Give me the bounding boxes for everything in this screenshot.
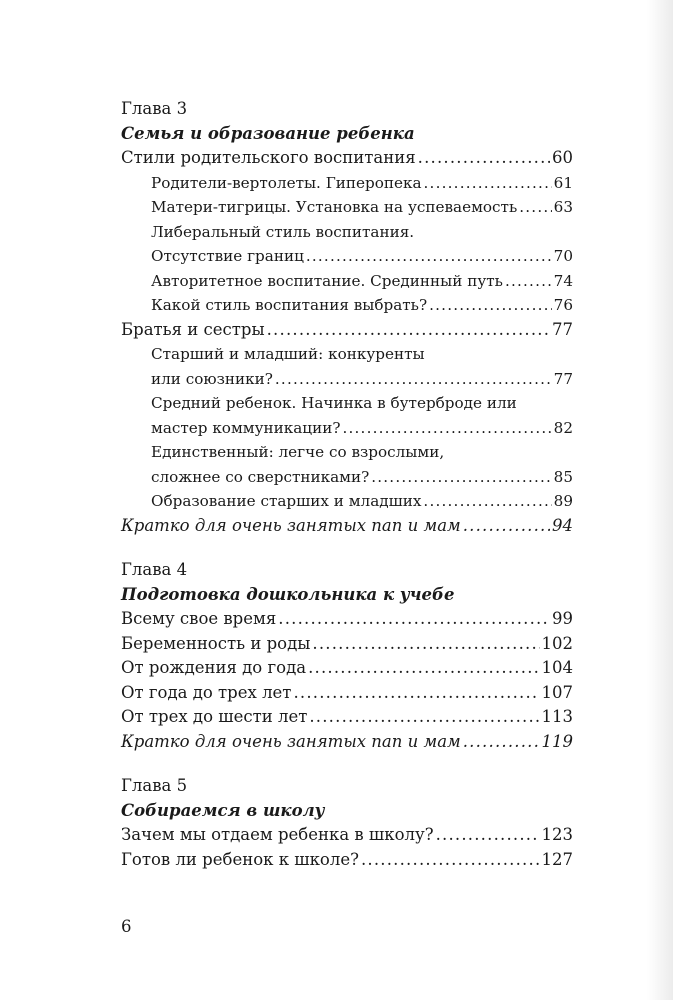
page-ref: 70 (553, 247, 573, 265)
page-ref: 89 (553, 492, 573, 510)
chapter-title: Собираемся в школу (121, 800, 325, 820)
chapter-label: Глава 4 (121, 560, 188, 579)
chapter-3 (121, 97, 573, 538)
chapter-label: Глава 5 (121, 776, 188, 795)
page-ref: 77 (552, 319, 573, 339)
toc-subentry[interactable]: Авторитетное воспитание. Срединный путь ..... 74 (121, 269, 573, 294)
page-ref: 119 (541, 731, 573, 751)
page-ref: 107 (541, 682, 573, 702)
page-number: 6 (121, 917, 132, 936)
page-ref: 104 (541, 658, 573, 677)
page-ref: 99 (552, 609, 573, 628)
page-ref: 123 (541, 825, 573, 844)
toc-subentry[interactable]: Матери-тигрицы. Установка на успеваемость ..... 63 (121, 195, 573, 220)
page-ref: 63 (553, 198, 573, 216)
page-ref: 102 (541, 633, 573, 653)
page-ref: 113 (541, 707, 573, 726)
toc-subentry[interactable]: Образование старших и младших ..... 89 (121, 489, 573, 514)
toc-entry[interactable]: От рождения до года ..... 104 (121, 656, 573, 681)
chapter-label: Глава 3 (121, 99, 188, 118)
toc-entry-summary[interactable]: Кратко для очень занятых пап и мам ..... 94 (121, 514, 573, 539)
toc-subentry[interactable]: Единственный: легче со взрослыми, сложнее со сверстниками? ..... 85 (121, 440, 573, 489)
chapter-title: Семья и образование ребенка (121, 123, 415, 143)
page-ref: 85 (553, 467, 573, 486)
page-ref: 82 (553, 418, 573, 437)
page-ref: 94 (552, 515, 573, 535)
toc-entry-summary[interactable]: Кратко для очень занятых пап и мам ..... 119 (121, 730, 573, 755)
table-of-contents (121, 97, 573, 892)
toc-entry[interactable]: От трех до шести лет ..... 113 (121, 705, 573, 730)
page-ref: 127 (541, 849, 573, 869)
toc-entry[interactable]: Готов ли ребенок к школе? ..... 127 (121, 848, 573, 873)
page-ref: 74 (553, 271, 573, 290)
toc-entry[interactable]: От года до трех лет ..... 107 (121, 681, 573, 706)
toc-subentry[interactable]: Либеральный стиль воспитания. Отсутствие границ ..... 70 (121, 220, 573, 269)
toc-entry[interactable]: Зачем мы отдаем ребенка в школу? ..... 123 (121, 823, 573, 848)
chapter-title: Подготовка дошкольника к учебе (121, 584, 455, 604)
chapter-4 (121, 558, 573, 754)
toc-subentry[interactable]: Старший и младший: конкуренты или союзники? ..... 77 (121, 342, 573, 391)
toc-entry[interactable]: Братья и сестры ..... 77 (121, 318, 573, 343)
toc-entry[interactable]: Всему свое время ..... 99 (121, 607, 573, 632)
chapter-5 (121, 774, 573, 872)
page-ref: 61 (553, 173, 573, 192)
toc-subentry[interactable]: Какой стиль воспитания выбрать? ..... 76 (121, 293, 573, 318)
page-ref: 60 (552, 148, 573, 167)
page-edge-shadow (647, 0, 673, 1000)
toc-entry[interactable]: Стили родительского воспитания ..... 60 (121, 146, 573, 171)
toc-subentry[interactable]: Родители-вертолеты. Гиперопека ..... 61 (121, 171, 573, 196)
page-ref: 76 (553, 296, 573, 314)
toc-entry[interactable]: Беременность и роды ..... 102 (121, 632, 573, 657)
toc-subentry[interactable]: Средний ребенок. Начинка в бутерброде или мастер коммуникации? ..... 82 (121, 391, 573, 440)
page-ref: 77 (553, 369, 573, 388)
